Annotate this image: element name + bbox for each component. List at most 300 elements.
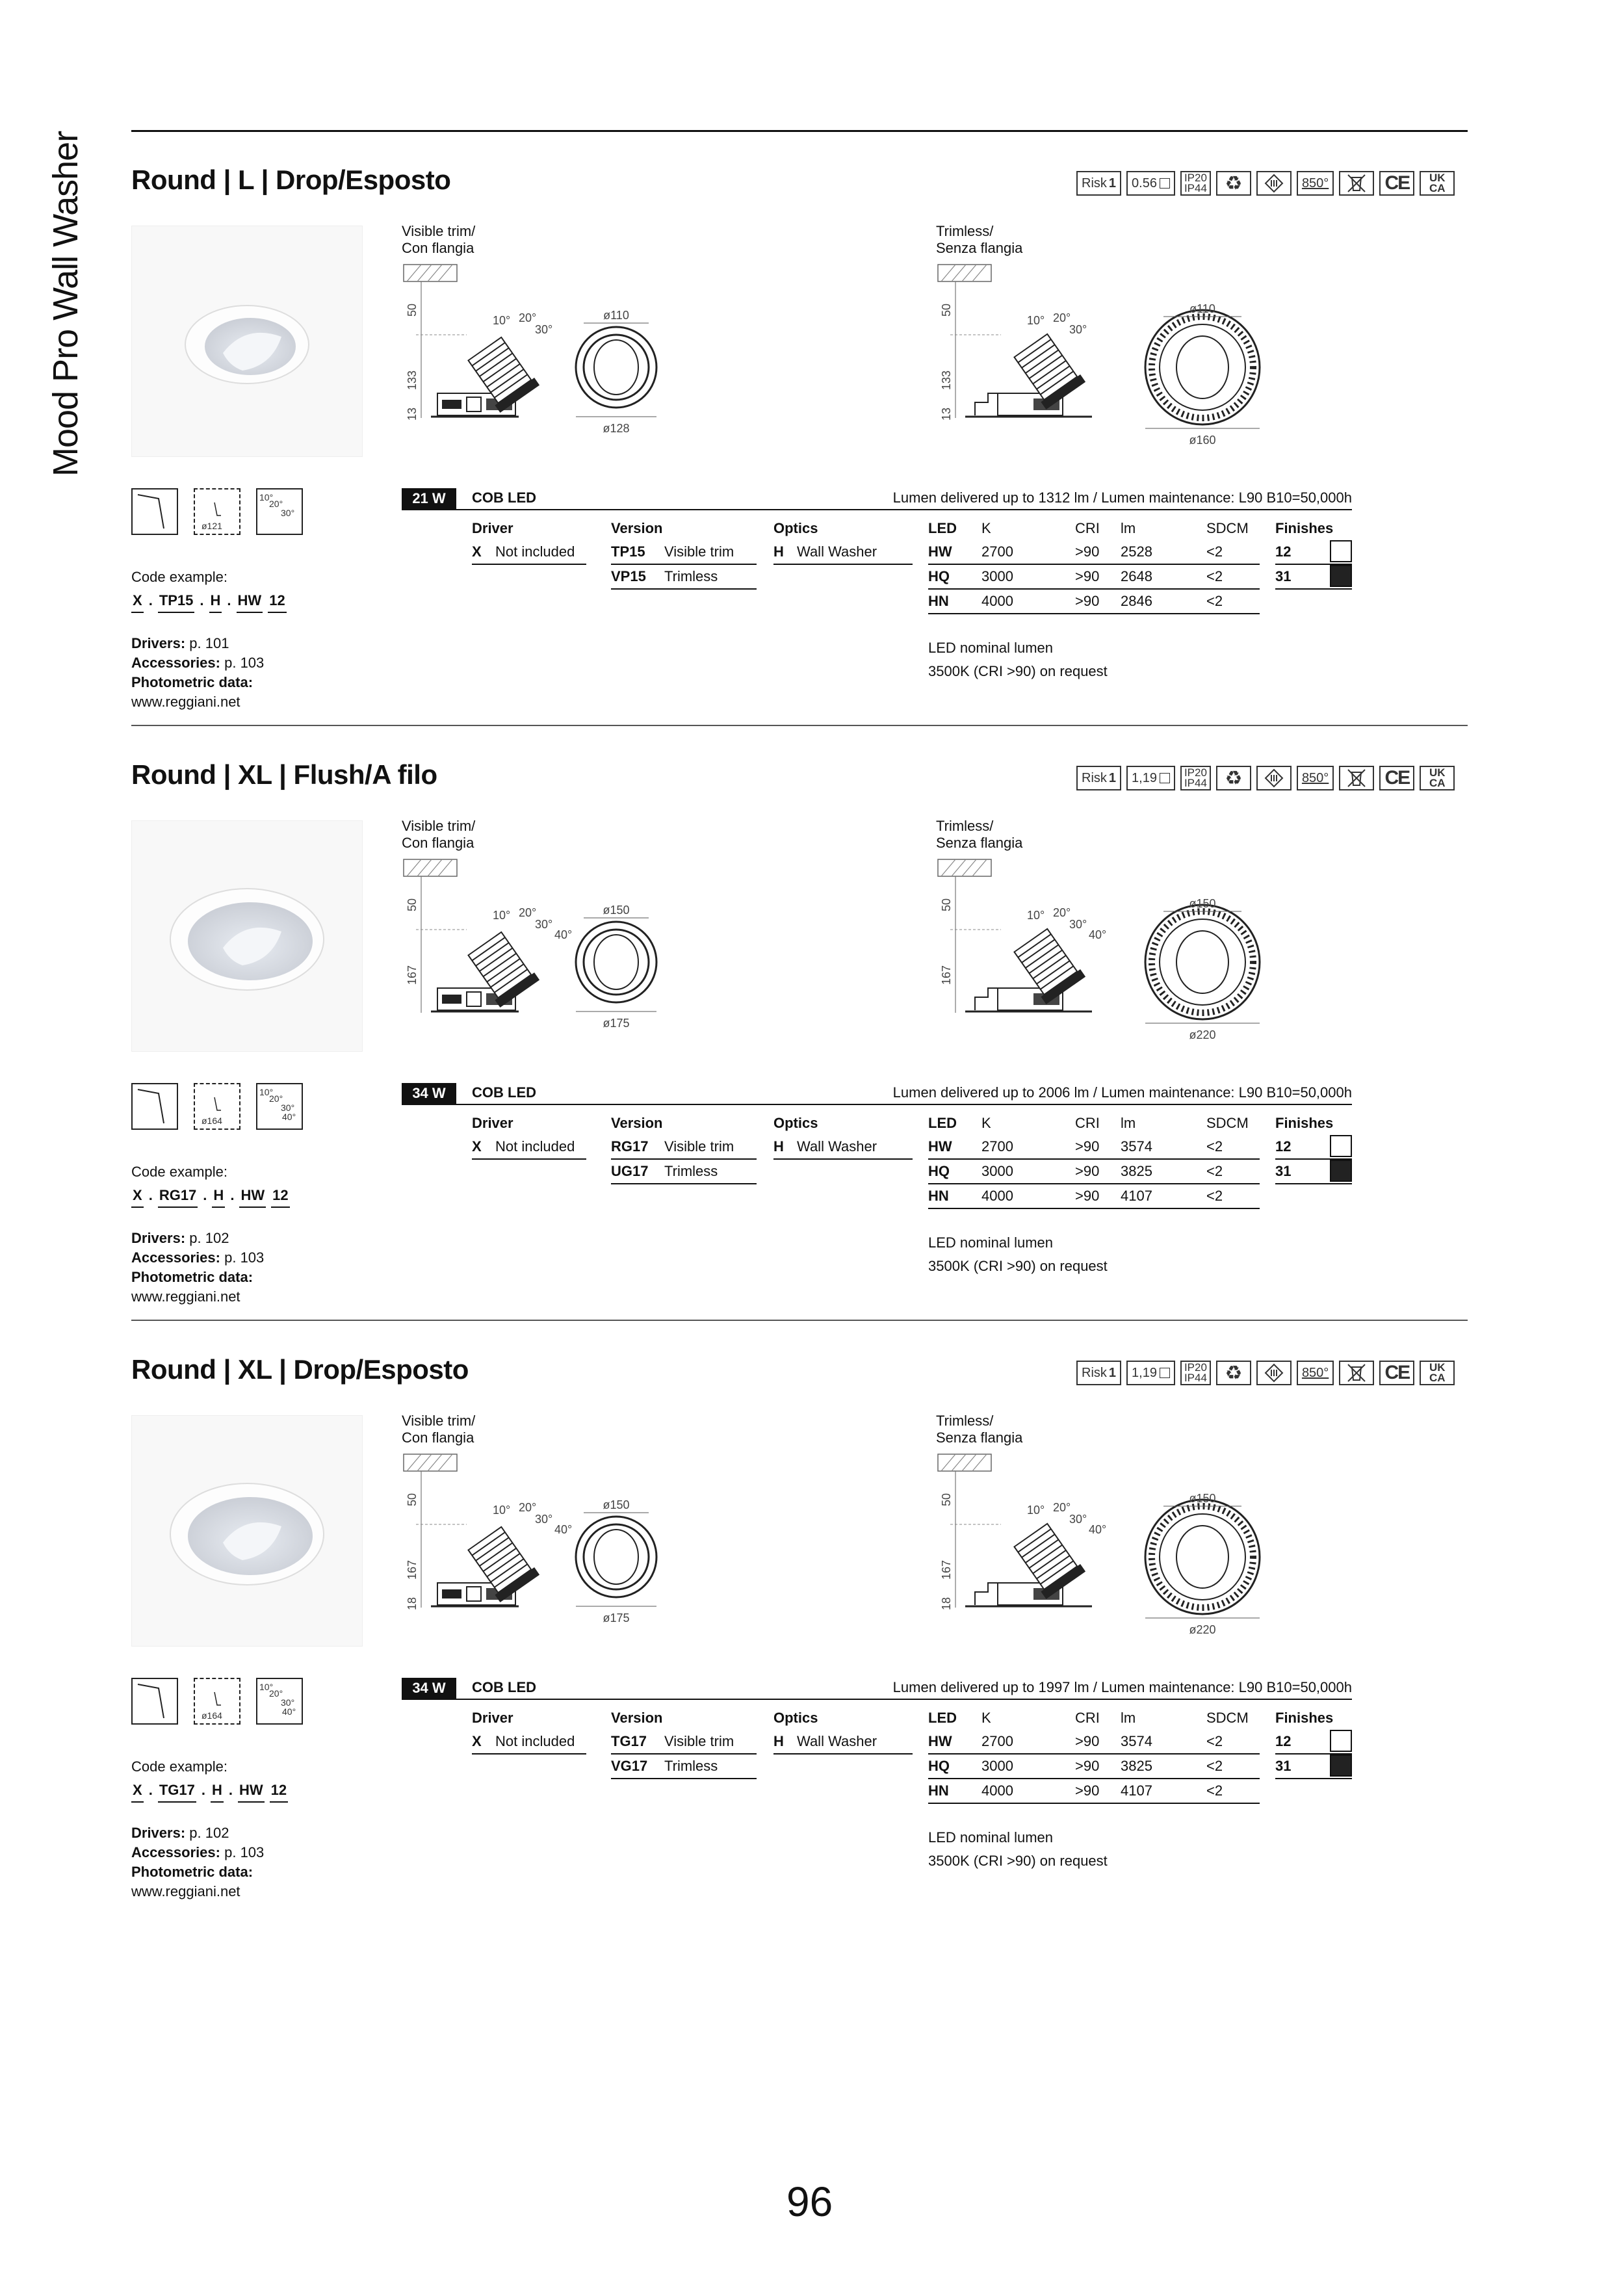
cell: <2 <box>1206 1782 1223 1799</box>
cell: 12 <box>1275 543 1292 560</box>
cell: 3000 <box>981 1163 1013 1179</box>
risk-badge <box>1076 766 1121 790</box>
version-row <box>611 1755 757 1779</box>
dimension-label: 10° <box>493 314 511 327</box>
dimension-label: 10° <box>1027 314 1045 327</box>
code-part: 12 <box>270 1782 288 1803</box>
cell: 2846 <box>1121 593 1152 609</box>
fixture-side-view <box>431 335 539 417</box>
text: IP20 <box>1184 766 1207 779</box>
led-row <box>928 590 1260 614</box>
certification-badges <box>1076 1361 1455 1388</box>
weight-icon <box>1160 178 1170 189</box>
dimension-label: 40° <box>554 1523 573 1536</box>
cell: >90 <box>1075 1782 1100 1799</box>
cell: TP15 <box>611 543 645 560</box>
height-top-label: 50 <box>406 898 419 912</box>
code-part: TG17 <box>158 1782 196 1803</box>
trimless-label <box>936 1413 1022 1446</box>
column-header: Finishes <box>1275 1710 1334 1726</box>
weight-badge <box>1126 171 1175 196</box>
cob-label: COB LED <box>472 489 536 506</box>
text: 3500K (CRI >90) on request <box>928 1853 1108 1869</box>
recycle-icon: ♻ <box>1216 766 1251 790</box>
recycle-icon: ♻ <box>1216 171 1251 196</box>
cell: <2 <box>1206 1758 1223 1774</box>
cell: K <box>981 1710 991 1726</box>
dimension-label: 20° <box>519 311 537 324</box>
text: Risk <box>1082 1365 1107 1380</box>
finish-row <box>1275 1135 1352 1160</box>
code-part: HW <box>238 1782 265 1803</box>
code-example-label: Code example: <box>131 1164 227 1180</box>
code-example <box>131 1782 288 1803</box>
height-top-label: 50 <box>406 303 419 317</box>
cell: VP15 <box>611 568 646 584</box>
column-header: Finishes <box>1275 520 1334 536</box>
code-separator: . <box>228 1782 233 1798</box>
certification-badges <box>1076 766 1455 793</box>
text: Photometric data: <box>131 1864 253 1880</box>
cell: Trimless <box>664 568 718 584</box>
cutout-icon <box>194 1083 240 1130</box>
ukca-icon <box>1420 766 1455 790</box>
cell: <2 <box>1206 1163 1223 1179</box>
cell: 2648 <box>1121 568 1152 584</box>
cell: 12 <box>1275 1733 1292 1749</box>
cell: HN <box>928 1188 949 1204</box>
dimension-label: 20° <box>519 1501 537 1514</box>
fixture-front-view <box>576 327 656 408</box>
driver-class-icon <box>1256 766 1292 790</box>
version-column <box>611 517 757 590</box>
ceiling-thickness-icon <box>131 1678 178 1725</box>
version-row <box>611 1730 757 1755</box>
cell: Not included <box>495 1138 575 1155</box>
code-separator: . <box>148 1187 153 1203</box>
text: LED nominal lumen <box>928 640 1053 656</box>
dimension-label: 30° <box>1069 323 1087 336</box>
risk-badge <box>1076 1361 1121 1385</box>
power-label: 21 W <box>402 488 456 509</box>
dimension-label: 40° <box>554 928 573 941</box>
power-label: 34 W <box>402 1083 456 1104</box>
trimless-label <box>936 223 1022 257</box>
driver-row <box>472 540 586 565</box>
tilt-angle-icon <box>256 1678 303 1725</box>
visible-trim-drawing <box>402 1453 688 1628</box>
fixture-side-view <box>965 332 1092 417</box>
fixture-front-view <box>576 922 656 1002</box>
ukca-icon <box>1420 1361 1455 1385</box>
driver-class-icon <box>1256 171 1292 196</box>
text: p. 101 <box>189 635 229 651</box>
website-link[interactable]: www.reggiani.net <box>131 1288 240 1305</box>
references <box>131 1229 264 1307</box>
code-part: 12 <box>268 592 286 613</box>
dimension-label: 167 <box>940 1559 953 1580</box>
text: Con flangia <box>402 835 474 851</box>
finishes-column <box>1275 1112 1352 1184</box>
cell: 3574 <box>1121 1138 1152 1155</box>
optics-row <box>773 540 913 565</box>
text: Visible trim/ <box>402 818 476 834</box>
section-title: Round | XL | Drop/Esposto <box>131 1354 469 1385</box>
power-label: 34 W <box>402 1678 456 1699</box>
cell: Visible trim <box>664 543 734 560</box>
column-header: Driver <box>472 1710 513 1726</box>
fixture-side-view <box>965 1521 1092 1606</box>
text: 0.56 <box>1132 176 1157 190</box>
cell: SDCM <box>1206 1115 1249 1131</box>
text: Senza flangia <box>936 240 1023 256</box>
finish-row <box>1275 1160 1352 1184</box>
finish-row <box>1275 1730 1352 1755</box>
cell: Wall Washer <box>797 1733 877 1749</box>
cell: >90 <box>1075 1733 1100 1749</box>
cell: CRI <box>1075 520 1100 536</box>
text: 1 <box>1108 1365 1117 1380</box>
cob-label: COB LED <box>472 1679 536 1695</box>
cell: K <box>981 1115 991 1131</box>
cell: <2 <box>1206 1188 1223 1204</box>
driver-column <box>472 517 586 565</box>
visible-trim-drawing <box>402 858 688 1034</box>
fixture-front-view <box>1145 310 1260 424</box>
code-part: RG17 <box>158 1187 198 1208</box>
code-part: H <box>209 592 222 613</box>
cell: H <box>773 1733 784 1749</box>
text: Visible trim/ <box>402 223 476 239</box>
column-header: Driver <box>472 520 513 536</box>
driver-column <box>472 1706 586 1755</box>
driver-class-icon <box>1256 1361 1292 1385</box>
install-icons <box>131 488 303 535</box>
text: Trimless/ <box>936 818 994 834</box>
text: ø164 <box>201 1710 222 1721</box>
glow-wire-badge <box>1297 1361 1334 1385</box>
text: LED nominal lumen <box>928 1234 1053 1251</box>
ceiling-thickness-icon <box>131 1083 178 1130</box>
lumen-info: Lumen delivered up to 1312 lm / Lumen maintenance: L90 B10=50,000h <box>892 489 1352 506</box>
visible-trim-drawing <box>402 263 688 439</box>
weight-icon <box>1160 1368 1170 1378</box>
dimension-label: ø110 <box>603 309 629 322</box>
visible-trim-label <box>402 818 475 852</box>
no-bin-icon <box>1339 1361 1374 1385</box>
text: 30° <box>281 1697 295 1708</box>
code-example <box>131 1187 290 1208</box>
code-separator: . <box>148 1782 153 1798</box>
column-header: Version <box>611 520 663 536</box>
led-row <box>928 1730 1260 1755</box>
cell: LED <box>928 1710 957 1726</box>
text: Drivers: <box>131 1230 186 1246</box>
side-title: Mood Pro Wall Washer <box>46 131 85 476</box>
cell: 2700 <box>981 1138 1013 1155</box>
version-column <box>611 1706 757 1779</box>
code-part: X <box>131 1782 144 1803</box>
cell: >90 <box>1075 1138 1100 1155</box>
product-photo <box>131 1415 363 1647</box>
code-separator: . <box>148 592 153 608</box>
led-note <box>928 1826 1108 1873</box>
no-bin-icon <box>1339 171 1374 196</box>
cell: 3825 <box>1121 1163 1152 1179</box>
optics-column <box>773 517 913 565</box>
cell: 3000 <box>981 1758 1013 1774</box>
product-section <box>0 735 1623 1320</box>
dimension-label: 50 <box>940 898 953 912</box>
cell: Trimless <box>664 1163 718 1179</box>
cell: >90 <box>1075 593 1100 609</box>
cell: 31 <box>1275 1163 1292 1179</box>
cell: LED <box>928 1115 957 1131</box>
led-row <box>928 565 1260 590</box>
code-part: H <box>211 1782 224 1803</box>
cell: >90 <box>1075 543 1100 560</box>
section-title: Round | XL | Flush/A filo <box>131 759 437 790</box>
website-link[interactable]: www.reggiani.net <box>131 1883 240 1899</box>
cell: Wall Washer <box>797 1138 877 1155</box>
visible-trim-label <box>402 223 475 257</box>
cell: UG17 <box>611 1163 649 1179</box>
dimension-label: ø150 <box>1189 1492 1216 1505</box>
cell: >90 <box>1075 1163 1100 1179</box>
column-header: Driver <box>472 1115 513 1131</box>
text: 1 <box>1108 770 1117 785</box>
optics-column <box>773 1706 913 1755</box>
text: LED nominal lumen <box>928 1829 1053 1846</box>
dimension-label: 30° <box>1069 1513 1087 1526</box>
driver-column <box>472 1112 586 1160</box>
cell: HW <box>928 1138 952 1155</box>
cell: 3825 <box>1121 1758 1152 1774</box>
height-body-label: 133 <box>406 370 419 391</box>
cell: 4000 <box>981 1188 1013 1204</box>
cell: <2 <box>1206 1138 1223 1155</box>
cell: 2700 <box>981 1733 1013 1749</box>
cell: 4107 <box>1121 1188 1152 1204</box>
dimension-label: 20° <box>1053 1501 1071 1514</box>
led-row <box>928 1755 1260 1779</box>
dimension-label: 50 <box>940 303 953 317</box>
height-bottom-label: 13 <box>406 407 419 421</box>
column-header <box>928 1706 1260 1730</box>
dimension-label: 10° <box>493 909 511 922</box>
cell: 31 <box>1275 568 1292 584</box>
finish-row <box>1275 565 1352 590</box>
led-table <box>928 517 1260 614</box>
text: IP20 <box>1184 172 1207 184</box>
text: IP20 <box>1184 1361 1207 1374</box>
code-part: 12 <box>271 1187 289 1208</box>
cell: 4000 <box>981 593 1013 609</box>
cell: SDCM <box>1206 1710 1249 1726</box>
cell: HW <box>928 1733 952 1749</box>
cell: H <box>773 1138 784 1155</box>
dimension-label: 10° <box>493 1504 511 1517</box>
cell: <2 <box>1206 543 1223 560</box>
code-separator: . <box>200 592 204 608</box>
text: 20° <box>269 1688 283 1699</box>
text: CA <box>1429 182 1446 194</box>
led-row <box>928 1184 1260 1209</box>
version-row <box>611 1160 757 1184</box>
text: 40° <box>282 1112 296 1122</box>
dimension-label: 50 <box>940 1493 953 1507</box>
risk-badge <box>1076 171 1121 196</box>
ceiling-thickness-icon <box>131 488 178 535</box>
dimension-label: ø110 <box>1189 302 1215 315</box>
ce-icon: CE <box>1379 766 1414 790</box>
text: 850° <box>1301 770 1329 785</box>
led-row <box>928 1135 1260 1160</box>
text: Drivers: <box>131 635 186 651</box>
text: p. 103 <box>224 655 265 671</box>
cell: >90 <box>1075 568 1100 584</box>
code-part: H <box>212 1187 225 1208</box>
finish-row <box>1275 540 1352 565</box>
text: Accessories: <box>131 655 220 671</box>
text: ø164 <box>201 1115 222 1126</box>
text: CA <box>1429 777 1446 789</box>
dimension-label: ø150 <box>1189 897 1216 910</box>
code-separator: . <box>201 1782 205 1798</box>
dimension-label: 167 <box>940 965 953 985</box>
text: Senza flangia <box>936 1429 1023 1446</box>
height-top-label: 50 <box>406 1493 419 1507</box>
cell: X <box>472 543 482 560</box>
cutout-icon <box>194 488 240 535</box>
cell: 3574 <box>1121 1733 1152 1749</box>
cell: Not included <box>495 543 575 560</box>
dimension-label: ø150 <box>603 904 630 917</box>
code-part: HW <box>239 1187 266 1208</box>
dimension-label: 20° <box>519 906 537 919</box>
finish-swatch <box>1330 1730 1352 1752</box>
dimension-label: 30° <box>535 1513 553 1526</box>
cell: RG17 <box>611 1138 649 1155</box>
dimension-label: 30° <box>1069 918 1087 931</box>
weight-icon <box>1160 773 1170 783</box>
column-header <box>928 517 1260 540</box>
version-row <box>611 565 757 590</box>
trimless-drawing <box>936 263 1287 452</box>
fixture-side-view <box>431 930 539 1011</box>
dimension-label: 40° <box>1089 928 1107 941</box>
dimension-label: 20° <box>1053 906 1071 919</box>
code-separator: . <box>203 1187 207 1203</box>
text: 850° <box>1301 176 1329 190</box>
fixture-side-view <box>431 1524 539 1606</box>
led-note <box>928 636 1108 683</box>
text: Senza flangia <box>936 835 1023 851</box>
text: Accessories: <box>131 1844 220 1860</box>
weight-badge <box>1126 1361 1175 1385</box>
code-part: X <box>131 1187 144 1208</box>
section-title: Round | L | Drop/Esposto <box>131 164 451 195</box>
product-photo <box>131 820 363 1052</box>
ce-icon: CE <box>1379 171 1414 196</box>
cell: Trimless <box>664 1758 718 1774</box>
optics-column <box>773 1112 913 1160</box>
trimless-label <box>936 818 1022 852</box>
references <box>131 1823 264 1901</box>
text: ø121 <box>201 521 222 531</box>
cell: Not included <box>495 1733 575 1749</box>
cell: 2700 <box>981 543 1013 560</box>
cell: X <box>472 1138 482 1155</box>
text: 1,19 <box>1132 1365 1157 1380</box>
column-header: Optics <box>773 1710 818 1726</box>
cell: 4107 <box>1121 1782 1152 1799</box>
code-example <box>131 592 287 613</box>
cell: HW <box>928 543 952 560</box>
website-link[interactable]: www.reggiani.net <box>131 694 240 710</box>
recycle-icon: ♻ <box>1216 1361 1251 1385</box>
column-header: Version <box>611 1710 663 1726</box>
tilt-angle-icon <box>256 1083 303 1130</box>
column-header: Version <box>611 1115 663 1131</box>
text: Risk <box>1082 176 1107 190</box>
text: 850° <box>1301 1365 1329 1380</box>
code-part: X <box>131 592 144 613</box>
text: 30° <box>281 508 295 518</box>
finishes-column <box>1275 517 1352 590</box>
text: 1,19 <box>1132 770 1157 785</box>
text: p. 103 <box>224 1249 265 1266</box>
cell: SDCM <box>1206 520 1249 536</box>
text: UK <box>1429 172 1446 184</box>
glow-wire-badge <box>1297 766 1334 790</box>
cell: 4000 <box>981 1782 1013 1799</box>
cell: HQ <box>928 1163 950 1179</box>
cutout-icon <box>194 1678 240 1725</box>
dimension-label: 40° <box>1089 1523 1107 1536</box>
finish-swatch <box>1330 540 1352 562</box>
ip-badge <box>1180 171 1211 196</box>
text: Con flangia <box>402 240 474 256</box>
section-divider <box>131 1320 1468 1321</box>
cell: 2528 <box>1121 543 1152 560</box>
height-body-label: 167 <box>406 1559 419 1580</box>
dimension-label: ø220 <box>1189 1623 1216 1636</box>
text: Trimless/ <box>936 223 994 239</box>
cell: >90 <box>1075 1188 1100 1204</box>
top-rule <box>131 130 1468 132</box>
cell: HN <box>928 1782 949 1799</box>
glow-wire-badge <box>1297 171 1334 196</box>
cell: CRI <box>1075 1115 1100 1131</box>
dimension-label: ø175 <box>603 1611 630 1624</box>
text: Photometric data: <box>131 1269 253 1285</box>
text: Con flangia <box>402 1429 474 1446</box>
finishes-column <box>1275 1706 1352 1779</box>
text: Drivers: <box>131 1825 186 1841</box>
cell: HQ <box>928 568 950 584</box>
dimension-label: 18 <box>940 1597 953 1611</box>
cell: TG17 <box>611 1733 647 1749</box>
trimless-drawing <box>936 858 1287 1047</box>
cell: Wall Washer <box>797 543 877 560</box>
version-column <box>611 1112 757 1184</box>
dimension-label: 30° <box>535 323 553 336</box>
spec-header <box>402 1083 1352 1105</box>
text: 30° <box>281 1102 295 1113</box>
dimension-label: 20° <box>1053 311 1071 324</box>
cell: <2 <box>1206 1733 1223 1749</box>
